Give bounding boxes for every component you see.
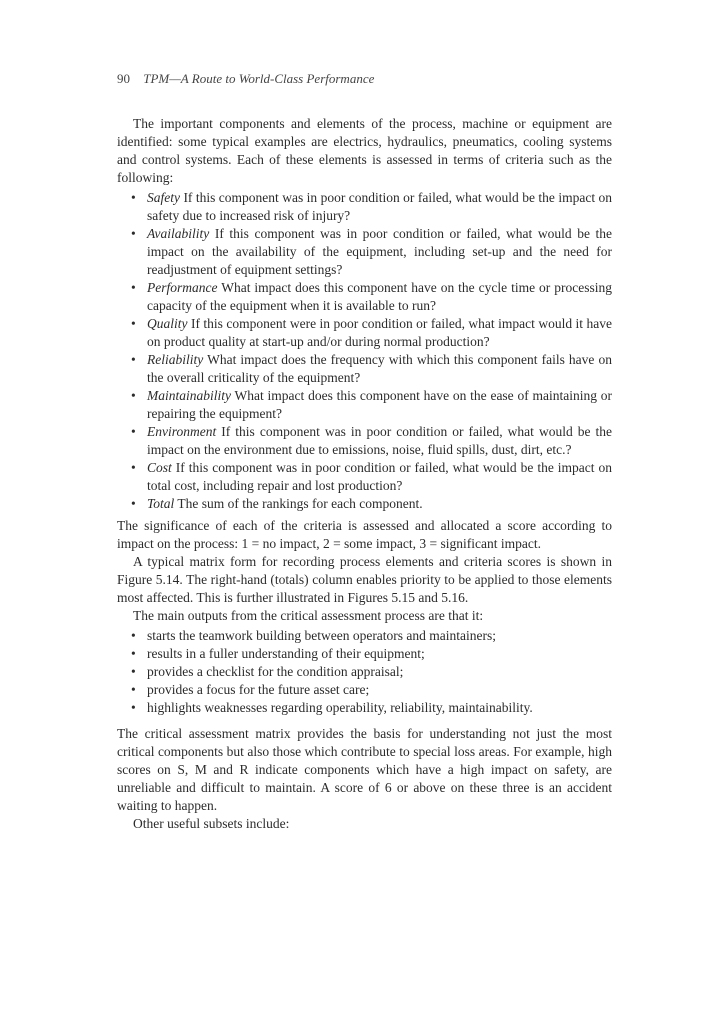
output-item: • provides a checklist for the condition appraisal; <box>117 663 612 681</box>
criteria-text: If this component were in poor condition or failed, what impact would it have on product quality at start-up and/or during normal production? <box>147 316 612 349</box>
criteria-term: Environment <box>147 424 217 439</box>
outputs-list <box>117 627 612 717</box>
output-item: • highlights weaknesses regarding operability, reliability, maintainability. <box>117 699 612 717</box>
criteria-term: Reliability <box>147 352 204 367</box>
page-body <box>117 115 612 833</box>
criteria-term: Maintainability <box>147 388 231 403</box>
criteria-text: If this component was in poor condition or failed, what would be the impact on total cost, including repair and lost production? <box>147 460 613 493</box>
output-item: • starts the teamwork building between operators and maintainers; <box>117 627 612 645</box>
output-item: • results in a fuller understanding of their equipment; <box>117 645 612 663</box>
criteria-term: Quality <box>147 316 188 331</box>
book-title: TPM—A Route to World-Class Performance <box>143 71 375 86</box>
criteria-item-total <box>117 495 612 513</box>
criteria-text: What impact does this component have on the cycle time or processing capacity of the equipment when it is available to run? <box>147 280 612 313</box>
criteria-text: If this component was in poor condition or failed, what would be the impact on the availability of the equipment, including set-up and the need for readjustment of equipment settings? <box>147 226 613 277</box>
criteria-item-safety <box>117 189 612 225</box>
criteria-text: What impact does the frequency with which this component fails have on the overall criticality of the equipment? <box>147 352 612 385</box>
significance-paragraph: The significance of each of the criteria is assessed and allocated a score according to impact on the process: 1 = no impact, 2 = some impact, 3 = significant impact. <box>117 518 612 551</box>
page-number: 90 <box>117 71 130 86</box>
outputs-intro: The main outputs from the critical assessment process are that it: <box>133 608 484 623</box>
criteria-term: Performance <box>147 280 218 295</box>
matrix-paragraph: A typical matrix form for recording process elements and criteria scores is shown in Figure 5.14. The right-hand (totals) column enables priority to be applied to those elements most affected. This is further illustrated in Figures 5.15 and 5.16. <box>117 554 612 605</box>
criteria-list <box>117 189 612 513</box>
running-head <box>117 70 617 88</box>
criteria-item-cost <box>117 459 612 495</box>
criteria-item-quality <box>117 315 612 351</box>
criteria-term: Cost <box>147 460 172 475</box>
criteria-item-availability <box>117 225 612 279</box>
criteria-text: The sum of the rankings for each component. <box>177 496 423 511</box>
criteria-text: If this component was in poor condition or failed, what would be the impact on safety due to increased risk of injury? <box>147 190 613 223</box>
criteria-term: Availability <box>147 226 210 241</box>
criteria-item-maintainability <box>117 387 612 423</box>
criteria-term: Total <box>147 496 175 511</box>
criteria-item-reliability <box>117 351 612 387</box>
criteria-text: What impact does this component have on the ease of maintaining or repairing the equipment? <box>147 388 612 421</box>
criteria-item-environment <box>117 423 612 459</box>
criteria-term: Safety <box>147 190 180 205</box>
output-item: • provides a focus for the future asset care; <box>117 681 612 699</box>
matrix-basis-paragraph: The critical assessment matrix provides the basis for understanding not just the most critical components but also those which contribute to special loss areas. For example, high scores on S, M and R indicate components which have a high impact on safety, are unreliable and difficult to maintain. A score of 6 or above on these three is an accident waiting to happen. <box>117 726 612 813</box>
subsets-intro: Other useful subsets include: <box>133 816 290 831</box>
criteria-item-performance <box>117 279 612 315</box>
intro-paragraph: The important components and elements of the process, machine or equipment are identified: some typical examples are electrics, hydraulics, pneumatics, cooling systems and control systems. Each of these elements is assessed in terms of criteria such as the following: <box>117 116 612 185</box>
criteria-text: If this component was in poor condition or failed, what would be the impact on the environment due to emissions, noise, fluid spills, dust, dirt, etc.? <box>147 424 613 457</box>
